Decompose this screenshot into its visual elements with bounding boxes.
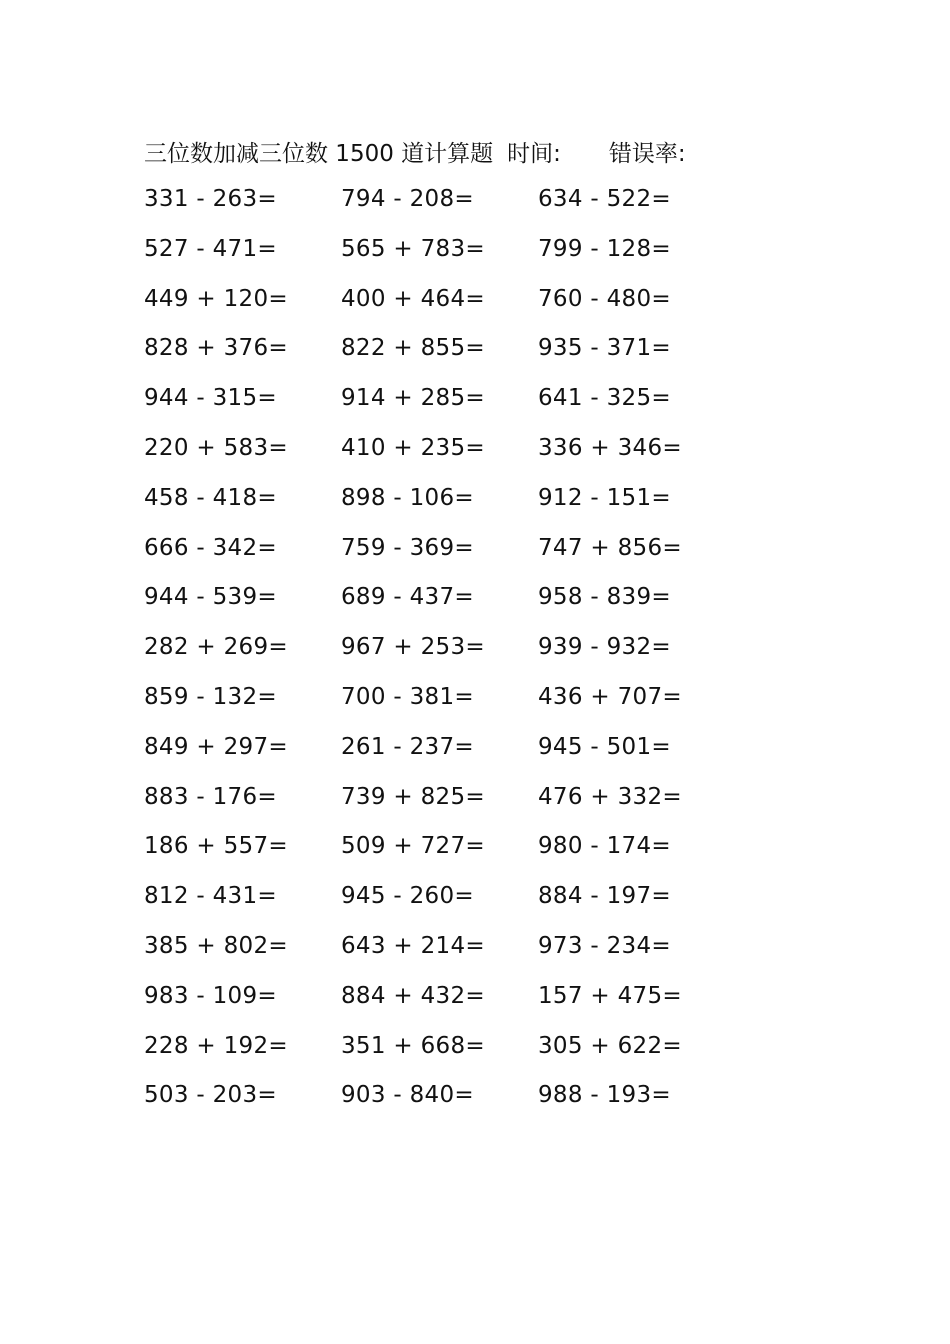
- math-problem: 944 - 315=: [144, 385, 277, 412]
- math-problem: 739 + 825=: [341, 783, 485, 810]
- math-problem: 700 - 381=: [341, 683, 474, 710]
- math-problem: 228 + 192=: [144, 1032, 288, 1059]
- problem-row: [144, 431, 735, 481]
- math-problem: 634 - 522=: [538, 186, 671, 212]
- problem-row: [144, 282, 735, 332]
- error-rate-label: 错误率:: [608, 140, 686, 167]
- time-label: 时间:: [507, 140, 561, 167]
- math-problem: 689 - 437=: [341, 584, 474, 611]
- math-problem: 476 + 332=: [538, 783, 682, 810]
- math-problem: 565 + 783=: [341, 235, 485, 262]
- math-problem: 400 + 464=: [341, 285, 485, 312]
- math-problem: 794 - 208=: [341, 186, 474, 212]
- problem-row: [144, 531, 735, 581]
- problem-row: [144, 580, 735, 630]
- math-problem: 973 - 234=: [538, 932, 671, 959]
- math-problem: 436 + 707=: [538, 683, 682, 710]
- problem-row: [144, 481, 735, 531]
- math-problem: 983 - 109=: [144, 982, 277, 1009]
- math-problem: 305 + 622=: [538, 1032, 682, 1059]
- math-problem: 282 + 269=: [144, 634, 288, 661]
- math-problem: 759 - 369=: [341, 534, 474, 561]
- math-problem: 944 - 539=: [144, 584, 277, 611]
- problem-row: [144, 1029, 735, 1079]
- math-problem: 157 + 475=: [538, 982, 682, 1009]
- math-problem: 410 + 235=: [341, 434, 485, 461]
- math-problem: 914 + 285=: [341, 385, 485, 412]
- problem-row: [144, 630, 735, 680]
- math-problem: 331 - 263=: [144, 186, 277, 212]
- math-problem: 935 - 371=: [538, 335, 671, 362]
- problem-row: [144, 182, 735, 232]
- math-problem: 220 + 583=: [144, 434, 288, 461]
- math-problem: 760 - 480=: [538, 285, 671, 312]
- math-problem: 509 + 727=: [341, 833, 485, 860]
- math-problem: 849 + 297=: [144, 733, 288, 760]
- problem-row: [144, 232, 735, 282]
- math-problem: 643 + 214=: [341, 932, 485, 959]
- math-problem: 945 - 501=: [538, 733, 671, 760]
- math-problem: 641 - 325=: [538, 385, 671, 412]
- problem-row: [144, 1078, 735, 1128]
- problem-row: [144, 331, 735, 381]
- math-problem: 912 - 151=: [538, 484, 671, 511]
- math-problem: 898 - 106=: [341, 484, 474, 511]
- math-problem: 458 - 418=: [144, 484, 277, 511]
- worksheet-header: [144, 134, 686, 168]
- problem-row: [144, 979, 735, 1029]
- problem-row: [144, 879, 735, 929]
- math-problem: 799 - 128=: [538, 235, 671, 262]
- problem-row: [144, 680, 735, 730]
- math-problem: 449 + 120=: [144, 285, 288, 312]
- math-problem: 988 - 193=: [538, 1082, 671, 1109]
- math-problem: 939 - 932=: [538, 634, 671, 661]
- problem-row: [144, 730, 735, 780]
- math-problem: 336 + 346=: [538, 434, 682, 461]
- math-problem: 822 + 855=: [341, 335, 485, 362]
- math-problem: 186 + 557=: [144, 833, 288, 860]
- math-problem: 883 - 176=: [144, 783, 277, 810]
- worksheet-title: 三位数加减三位数 1500 道计算题: [144, 140, 494, 167]
- problem-row: [144, 780, 735, 830]
- math-problem: 261 - 237=: [341, 733, 474, 760]
- problem-grid: [144, 182, 735, 1128]
- math-problem: 967 + 253=: [341, 634, 485, 661]
- math-problem: 666 - 342=: [144, 534, 277, 561]
- math-problem: 828 + 376=: [144, 335, 288, 362]
- math-problem: 527 - 471=: [144, 235, 277, 262]
- math-problem: 747 + 856=: [538, 534, 682, 561]
- math-problem: 812 - 431=: [144, 883, 277, 910]
- math-problem: 945 - 260=: [341, 883, 474, 910]
- problem-row: [144, 829, 735, 879]
- math-problem: 884 + 432=: [341, 982, 485, 1009]
- math-problem: 385 + 802=: [144, 932, 288, 959]
- math-problem: 859 - 132=: [144, 683, 277, 710]
- problem-row: [144, 381, 735, 431]
- math-problem: 503 - 203=: [144, 1082, 277, 1109]
- math-problem: 980 - 174=: [538, 833, 671, 860]
- math-problem: 958 - 839=: [538, 584, 671, 611]
- math-problem: 903 - 840=: [341, 1082, 474, 1109]
- math-problem: 884 - 197=: [538, 883, 671, 910]
- math-problem: 351 + 668=: [341, 1032, 485, 1059]
- problem-row: [144, 929, 735, 979]
